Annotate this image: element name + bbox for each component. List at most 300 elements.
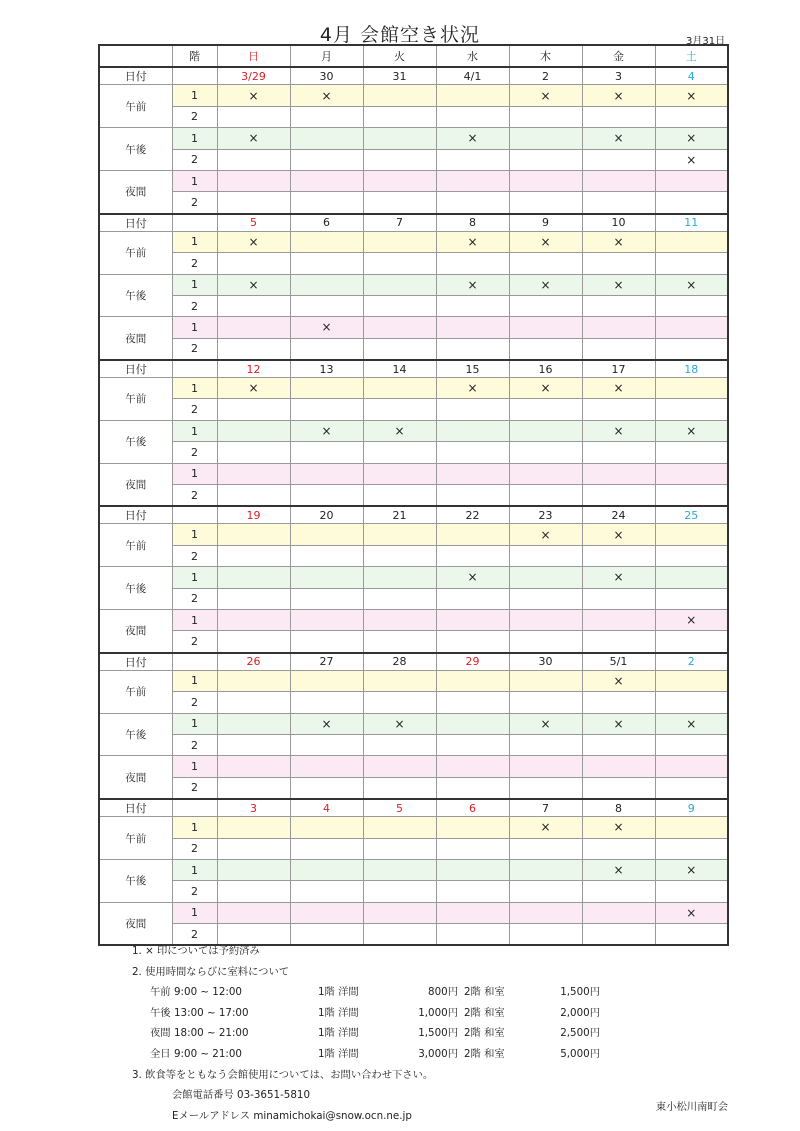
slot-cell-evening-floor1 [655, 463, 728, 484]
slot-cell-pm-floor1: × [436, 128, 509, 149]
slot-row [99, 192, 728, 214]
floor-number: 1 [172, 670, 217, 691]
slot-row [99, 149, 728, 170]
slot-cell-pm-floor1: × [582, 420, 655, 441]
header-floor: 階 [172, 45, 217, 67]
slot-cell-pm-floor1 [509, 859, 582, 880]
slot-cell-pm-floor2 [217, 442, 290, 463]
slot-cell-evening-floor2 [290, 777, 363, 799]
date-cell: 7 [363, 214, 436, 232]
slot-cell-am-floor1: × [582, 524, 655, 545]
slot-cell-pm-floor1: × [290, 420, 363, 441]
date-stamp: 3月31日 [686, 36, 726, 47]
slot-cell-am-floor2 [509, 545, 582, 566]
floor-number: 2 [172, 295, 217, 316]
slot-label-am: 午前 [99, 85, 172, 128]
slot-cell-pm-floor1 [290, 274, 363, 295]
header-day-mon: 月 [290, 45, 363, 67]
slot-cell-pm-floor1 [509, 128, 582, 149]
slot-cell-am-floor1: × [582, 817, 655, 838]
slot-cell-pm-floor1 [363, 128, 436, 149]
slot-label-pm: 午後 [99, 567, 172, 610]
slot-cell-am-floor2 [290, 545, 363, 566]
slot-cell-evening-floor2 [217, 192, 290, 214]
slot-cell-pm-floor2 [217, 881, 290, 902]
slot-cell-evening-floor2 [655, 338, 728, 360]
slot-cell-am-floor2 [509, 838, 582, 859]
slot-cell-pm-floor2 [582, 588, 655, 609]
slot-cell-pm-floor2 [582, 881, 655, 902]
slot-cell-pm-floor2 [655, 734, 728, 755]
slot-cell-evening-floor2 [436, 485, 509, 507]
floor-number: 1 [172, 231, 217, 252]
floor-number: 2 [172, 545, 217, 566]
slot-cell-evening-floor1 [436, 756, 509, 777]
date-cell: 29 [436, 653, 509, 671]
floor-number: 2 [172, 442, 217, 463]
slot-cell-pm-floor2 [290, 442, 363, 463]
slot-cell-pm-floor1 [655, 567, 728, 588]
slot-cell-evening-floor2 [582, 192, 655, 214]
pricing-row [132, 982, 600, 1003]
slot-cell-am-floor1 [655, 378, 728, 399]
slot-cell-pm-floor1: × [655, 128, 728, 149]
slot-cell-evening-floor2 [436, 192, 509, 214]
slot-cell-am-floor2 [509, 106, 582, 127]
slot-cell-pm-floor2 [217, 149, 290, 170]
slot-cell-evening-floor2 [655, 192, 728, 214]
slot-cell-evening-floor1 [582, 463, 655, 484]
date-label: 日付 [99, 653, 172, 671]
pricing-slot: 夜間 [150, 1027, 171, 1040]
floor-number: 1 [172, 317, 217, 338]
slot-cell-am-floor2 [363, 106, 436, 127]
slot-row [99, 442, 728, 463]
slot-cell-pm-floor1: × [582, 274, 655, 295]
slot-row [99, 253, 728, 274]
slot-cell-evening-floor2 [509, 924, 582, 946]
slot-cell-pm-floor2 [655, 588, 728, 609]
slot-cell-pm-floor1: × [582, 128, 655, 149]
slot-cell-evening-floor1 [509, 609, 582, 630]
slot-cell-am-floor1 [217, 524, 290, 545]
slot-cell-evening-floor1 [363, 756, 436, 777]
slot-cell-evening-floor1 [436, 463, 509, 484]
note-3: 3. 飲食等をともなう会館使用については、お問い合わせ下さい。 [132, 1068, 434, 1081]
pricing-time: 18:00 ~ 21:00 [174, 1027, 249, 1040]
slot-cell-pm-floor2 [290, 881, 363, 902]
floor-number: 1 [172, 463, 217, 484]
slot-cell-evening-floor1 [217, 317, 290, 338]
slot-cell-pm-floor1 [509, 420, 582, 441]
slot-label-evening: 夜間 [99, 463, 172, 506]
slot-cell-am-floor2 [436, 692, 509, 713]
page-title: 4月 会館空き状況 [319, 24, 481, 46]
slot-cell-am-floor2 [582, 545, 655, 566]
slot-cell-pm-floor2 [509, 149, 582, 170]
slot-cell-pm-floor1 [363, 274, 436, 295]
slot-label-pm: 午後 [99, 420, 172, 463]
slot-cell-am-floor1: × [509, 85, 582, 106]
slot-cell-pm-floor2 [436, 734, 509, 755]
slot-cell-evening-floor1 [509, 902, 582, 923]
slot-cell-am-floor1: × [509, 231, 582, 252]
slot-cell-pm-floor2 [582, 442, 655, 463]
date-cell: 15 [436, 360, 509, 378]
slot-cell-am-floor2 [436, 253, 509, 274]
slot-cell-evening-floor1 [363, 170, 436, 191]
date-cell: 27 [290, 653, 363, 671]
date-cell: 16 [509, 360, 582, 378]
header-day-wed: 水 [436, 45, 509, 67]
pricing-price1: 1,500円 [418, 1027, 458, 1040]
slot-cell-am-floor2 [655, 692, 728, 713]
pricing-room1: 1階 洋間 [318, 1027, 359, 1040]
slot-cell-pm-floor2 [363, 442, 436, 463]
floor-number: 2 [172, 838, 217, 859]
slot-row [99, 399, 728, 420]
date-cell: 30 [290, 67, 363, 85]
slot-cell-evening-floor1 [509, 170, 582, 191]
date-cell: 2 [509, 67, 582, 85]
slot-cell-am-floor1 [655, 670, 728, 691]
date-cell: 20 [290, 506, 363, 524]
date-cell: 6 [290, 214, 363, 232]
slot-cell-evening-floor1 [436, 902, 509, 923]
slot-row [99, 545, 728, 566]
slot-row [99, 588, 728, 609]
floor-number: 2 [172, 631, 217, 653]
slot-cell-am-floor1 [436, 670, 509, 691]
floor-number: 2 [172, 338, 217, 360]
slot-cell-evening-floor2 [582, 631, 655, 653]
slot-cell-am-floor1: × [582, 85, 655, 106]
slot-cell-pm-floor2 [290, 295, 363, 316]
pricing-time: 9:00 ~ 21:00 [174, 1047, 242, 1060]
slot-cell-am-floor2 [509, 399, 582, 420]
slot-cell-pm-floor2 [217, 734, 290, 755]
date-floor-blank [172, 214, 217, 232]
slot-cell-am-floor2 [509, 692, 582, 713]
slot-cell-am-floor1 [290, 670, 363, 691]
slot-cell-am-floor1: × [655, 85, 728, 106]
date-cell: 8 [582, 799, 655, 817]
slot-cell-evening-floor1 [363, 902, 436, 923]
availability-table [98, 44, 729, 946]
floor-number: 2 [172, 399, 217, 420]
slot-cell-evening-floor1 [509, 317, 582, 338]
pricing-slot: 午後 [150, 1006, 171, 1019]
slot-cell-pm-floor1: × [655, 713, 728, 734]
date-cell: 14 [363, 360, 436, 378]
floor-number: 1 [172, 756, 217, 777]
pricing-slot: 全日 [150, 1047, 171, 1060]
slot-cell-am-floor2 [363, 838, 436, 859]
slot-label-evening: 夜間 [99, 609, 172, 652]
slot-row [99, 231, 728, 252]
slot-cell-am-floor1 [655, 524, 728, 545]
slot-cell-pm-floor2 [582, 149, 655, 170]
slot-cell-pm-floor2 [655, 295, 728, 316]
date-cell: 28 [363, 653, 436, 671]
slot-cell-pm-floor1: × [582, 567, 655, 588]
slot-cell-am-floor1 [655, 817, 728, 838]
slot-cell-pm-floor2 [363, 881, 436, 902]
date-row [99, 506, 728, 524]
slot-cell-evening-floor1 [655, 756, 728, 777]
floor-number: 1 [172, 859, 217, 880]
slot-label-am: 午前 [99, 378, 172, 421]
slot-cell-am-floor2 [290, 253, 363, 274]
slot-row [99, 859, 728, 880]
slot-cell-evening-floor2 [217, 777, 290, 799]
slot-cell-am-floor1: × [509, 524, 582, 545]
slot-cell-pm-floor1 [290, 567, 363, 588]
slot-cell-am-floor1 [363, 524, 436, 545]
slot-cell-pm-floor1: × [363, 420, 436, 441]
slot-cell-am-floor1: × [290, 85, 363, 106]
pricing-table [132, 982, 600, 1064]
phone-number: 会館電話番号 03-3651-5810 [172, 1089, 310, 1102]
slot-cell-am-floor2 [655, 253, 728, 274]
slot-cell-am-floor1 [363, 817, 436, 838]
pricing-slot: 午前 [150, 986, 171, 999]
slot-cell-am-floor1: × [436, 231, 509, 252]
slot-row [99, 463, 728, 484]
pricing-price1: 800円 [428, 986, 458, 999]
date-row [99, 67, 728, 85]
slot-cell-evening-floor2 [217, 485, 290, 507]
pricing-room2: 2階 和室 [464, 1047, 505, 1060]
slot-label-pm: 午後 [99, 713, 172, 756]
slot-cell-am-floor2 [509, 253, 582, 274]
date-row [99, 214, 728, 232]
slot-cell-am-floor2 [290, 399, 363, 420]
slot-row [99, 670, 728, 691]
slot-cell-am-floor1 [363, 85, 436, 106]
slot-cell-evening-floor1 [217, 170, 290, 191]
slot-cell-pm-floor1 [363, 567, 436, 588]
slot-cell-evening-floor1: × [290, 317, 363, 338]
slot-cell-pm-floor1: × [217, 274, 290, 295]
slot-cell-am-floor2 [436, 838, 509, 859]
slot-cell-am-floor2 [582, 399, 655, 420]
header-day-thu: 木 [509, 45, 582, 67]
pricing-room1: 1階 洋間 [318, 1006, 359, 1019]
pricing-time: 9:00 ~ 12:00 [174, 986, 242, 999]
slot-cell-am-floor1: × [217, 85, 290, 106]
slot-label-pm: 午後 [99, 128, 172, 171]
slot-cell-evening-floor1 [217, 756, 290, 777]
slot-cell-am-floor2 [363, 545, 436, 566]
floor-number: 2 [172, 106, 217, 127]
floor-number: 2 [172, 881, 217, 902]
slot-label-evening: 夜間 [99, 170, 172, 213]
floor-number: 1 [172, 128, 217, 149]
date-cell: 12 [217, 360, 290, 378]
slot-row [99, 317, 728, 338]
slot-cell-evening-floor1 [436, 317, 509, 338]
floor-number: 2 [172, 253, 217, 274]
slot-cell-evening-floor2 [582, 777, 655, 799]
floor-number: 2 [172, 734, 217, 755]
slot-cell-evening-floor2 [436, 924, 509, 946]
slot-cell-am-floor1 [290, 524, 363, 545]
floor-number: 2 [172, 777, 217, 799]
slot-cell-am-floor1 [217, 817, 290, 838]
slot-cell-pm-floor1 [509, 567, 582, 588]
slot-cell-pm-floor1: × [655, 420, 728, 441]
date-row [99, 799, 728, 817]
slot-label-pm: 午後 [99, 274, 172, 317]
slot-cell-am-floor1: × [582, 378, 655, 399]
slot-cell-pm-floor2 [582, 295, 655, 316]
slot-row [99, 295, 728, 316]
slot-label-am: 午前 [99, 670, 172, 713]
slot-cell-evening-floor2 [436, 631, 509, 653]
slot-cell-pm-floor1 [363, 859, 436, 880]
floor-number: 1 [172, 170, 217, 191]
slot-cell-evening-floor2 [655, 777, 728, 799]
slot-row [99, 734, 728, 755]
floor-number: 1 [172, 420, 217, 441]
slot-cell-am-floor2 [582, 838, 655, 859]
slot-cell-evening-floor2 [436, 338, 509, 360]
slot-cell-am-floor2 [655, 106, 728, 127]
slot-row [99, 485, 728, 507]
date-cell: 4 [655, 67, 728, 85]
slot-cell-am-floor2 [582, 692, 655, 713]
pricing-row [132, 1023, 600, 1044]
slot-cell-pm-floor2 [509, 881, 582, 902]
slot-cell-evening-floor1 [363, 317, 436, 338]
date-cell: 17 [582, 360, 655, 378]
slot-cell-pm-floor2 [655, 442, 728, 463]
slot-label-evening: 夜間 [99, 902, 172, 945]
slot-cell-evening-floor1 [582, 317, 655, 338]
slot-row [99, 524, 728, 545]
slot-label-evening: 夜間 [99, 756, 172, 799]
slot-cell-pm-floor1: × [509, 713, 582, 734]
slot-cell-evening-floor2 [655, 924, 728, 946]
date-cell: 10 [582, 214, 655, 232]
floor-number: 1 [172, 609, 217, 630]
slot-row [99, 838, 728, 859]
floor-number: 1 [172, 85, 217, 106]
date-cell: 26 [217, 653, 290, 671]
slot-label-evening: 夜間 [99, 317, 172, 360]
date-cell: 18 [655, 360, 728, 378]
slot-cell-evening-floor2 [363, 485, 436, 507]
pricing-row [132, 1044, 600, 1065]
slot-row [99, 106, 728, 127]
slot-cell-am-floor2 [217, 106, 290, 127]
date-cell: 3 [582, 67, 655, 85]
slot-cell-pm-floor2 [363, 149, 436, 170]
slot-cell-am-floor1 [655, 231, 728, 252]
slot-row [99, 420, 728, 441]
slot-label-am: 午前 [99, 817, 172, 860]
slot-cell-am-floor2 [290, 692, 363, 713]
slot-cell-evening-floor1: × [655, 902, 728, 923]
slot-row [99, 567, 728, 588]
date-cell: 9 [655, 799, 728, 817]
date-cell: 22 [436, 506, 509, 524]
slot-cell-evening-floor1 [582, 756, 655, 777]
floor-number: 1 [172, 274, 217, 295]
date-label: 日付 [99, 360, 172, 378]
slot-cell-evening-floor1 [363, 463, 436, 484]
slot-cell-pm-floor1: × [436, 567, 509, 588]
date-cell: 9 [509, 214, 582, 232]
date-cell: 19 [217, 506, 290, 524]
floor-number: 1 [172, 713, 217, 734]
slot-cell-pm-floor2 [290, 588, 363, 609]
slot-cell-am-floor1: × [509, 817, 582, 838]
slot-cell-am-floor1 [363, 670, 436, 691]
slot-cell-evening-floor1 [290, 170, 363, 191]
slot-cell-am-floor1 [436, 85, 509, 106]
calendar-body [99, 67, 728, 945]
slot-cell-evening-floor1 [363, 609, 436, 630]
slot-cell-evening-floor1 [290, 902, 363, 923]
slot-cell-pm-floor1: × [509, 274, 582, 295]
slot-cell-am-floor2 [363, 253, 436, 274]
slot-cell-pm-floor1 [217, 420, 290, 441]
slot-cell-evening-floor1 [436, 609, 509, 630]
slot-cell-pm-floor2 [363, 588, 436, 609]
slot-cell-pm-floor2 [436, 295, 509, 316]
slot-cell-evening-floor1 [217, 463, 290, 484]
date-cell: 3/29 [217, 67, 290, 85]
slot-cell-am-floor1 [217, 670, 290, 691]
organization-name: 東小松川南町会 [655, 1101, 728, 1113]
floor-number: 1 [172, 524, 217, 545]
date-cell: 5 [217, 214, 290, 232]
slot-cell-pm-floor1: × [582, 859, 655, 880]
slot-cell-evening-floor1 [436, 170, 509, 191]
slot-row [99, 756, 728, 777]
slot-cell-am-floor2 [436, 399, 509, 420]
floor-number: 2 [172, 924, 217, 946]
slot-cell-pm-floor1: × [655, 859, 728, 880]
date-cell: 13 [290, 360, 363, 378]
slot-cell-pm-floor1 [436, 713, 509, 734]
slot-cell-pm-floor1 [290, 859, 363, 880]
slot-cell-evening-floor2 [363, 631, 436, 653]
date-floor-blank [172, 799, 217, 817]
slot-cell-pm-floor2 [217, 295, 290, 316]
slot-cell-am-floor2 [217, 253, 290, 274]
date-cell: 7 [509, 799, 582, 817]
slot-cell-pm-floor2 [290, 149, 363, 170]
slot-cell-am-floor2 [655, 838, 728, 859]
slot-cell-am-floor2 [290, 106, 363, 127]
pricing-price2: 5,000円 [560, 1047, 600, 1060]
floor-number: 2 [172, 692, 217, 713]
slot-cell-evening-floor2 [582, 338, 655, 360]
pricing-room1: 1階 洋間 [318, 986, 359, 999]
slot-cell-evening-floor2 [509, 485, 582, 507]
slot-cell-am-floor2 [217, 545, 290, 566]
slot-cell-pm-floor2 [363, 295, 436, 316]
slot-cell-am-floor1 [509, 670, 582, 691]
slot-cell-evening-floor2 [363, 777, 436, 799]
slot-cell-am-floor1: × [582, 670, 655, 691]
floor-number: 1 [172, 817, 217, 838]
slot-cell-evening-floor2 [582, 485, 655, 507]
floor-number: 2 [172, 485, 217, 507]
